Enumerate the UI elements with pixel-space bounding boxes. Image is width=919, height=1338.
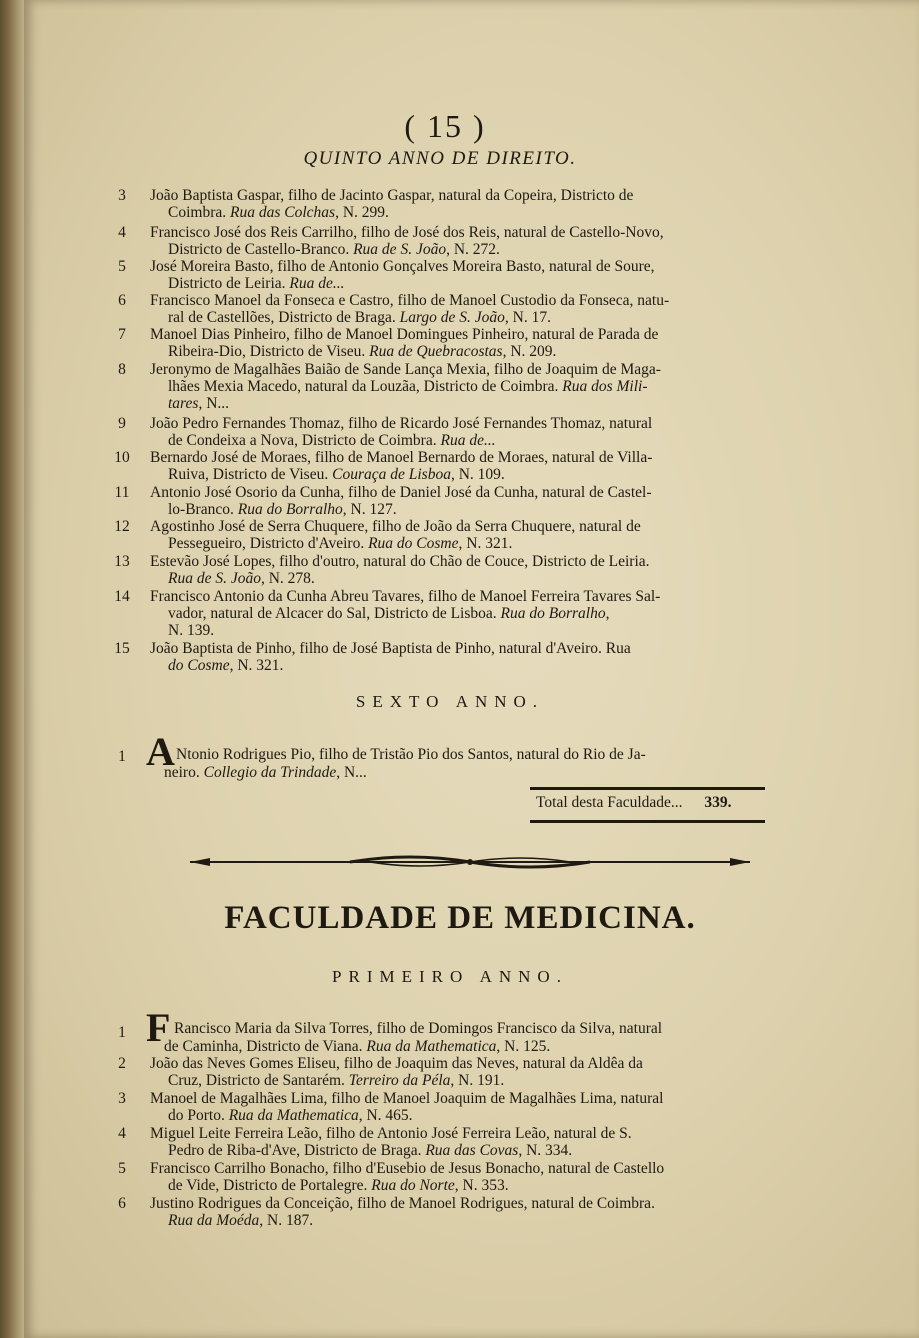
entry-line: Coimbra. Rua das Colchas, N. 299. bbox=[168, 204, 389, 221]
entry-line: ral de Castellões, Districto de Braga. Largo de S. João, N. 17. bbox=[168, 309, 551, 326]
entry-line: Francisco José dos Reis Carrilho, filho de José dos Reis, natural de Castello-Novo, bbox=[150, 224, 664, 241]
entry-line: de Condeixa a Nova, Districto de Coimbra. Rua de... bbox=[168, 432, 496, 449]
entry-number: 5 bbox=[118, 258, 126, 275]
entry-line: Manoel de Magalhães Lima, filho de Manoel Joaquim de Magalhães Lima, natural bbox=[150, 1090, 664, 1107]
ornamental-divider bbox=[180, 848, 760, 876]
entry-line: Jeronymo de Magalhães Baião de Sande Lança Mexia, filho de Joaquim de Maga- bbox=[150, 361, 661, 378]
drop-cap: F bbox=[146, 1005, 171, 1050]
entry-number: 15 bbox=[114, 640, 130, 657]
entry-line: neiro. Collegio da Trindade, N... bbox=[164, 764, 367, 781]
entry-line: João Baptista de Pinho, filho de José Baptista de Pinho, natural d'Aveiro. Rua bbox=[150, 640, 631, 657]
entry-line: Estevão José Lopes, filho d'outro, natural do Chão de Couce, Districto de Leiria. bbox=[150, 553, 650, 570]
entry-line: Rua da Moéda, N. 187. bbox=[168, 1212, 314, 1229]
entry-line: Bernardo José de Moraes, filho de Manoel Bernardo de Moraes, natural de Villa- bbox=[150, 449, 653, 466]
entry-line: do Porto. Rua da Mathematica, N. 465. bbox=[168, 1107, 413, 1124]
binding-gutter bbox=[0, 0, 24, 1338]
entry-line: lhães Mexia Macedo, natural da Louzãa, Districto de Coimbra. Rua dos Mili- bbox=[168, 378, 648, 395]
entry-line: Manoel Dias Pinheiro, filho de Manoel Domingues Pinheiro, natural de Parada de bbox=[150, 326, 659, 343]
entry-line: Districto de Leiria. Rua de... bbox=[168, 275, 345, 292]
section-heading-sexto-anno: SEXTO ANNO. bbox=[355, 692, 545, 711]
entry-number: 7 bbox=[118, 326, 126, 343]
entry-line: Agostinho José de Serra Chuquere, filho de João da Serra Chuquere, natural de bbox=[150, 518, 641, 535]
entry-line: Francisco Manoel da Fonseca e Castro, filho de Manoel Custodio da Fonseca, natu- bbox=[150, 292, 670, 309]
entry-number: 2 bbox=[118, 1055, 126, 1072]
entry-line: Antonio José Osorio da Cunha, filho de Daniel José da Cunha, natural de Castel- bbox=[150, 484, 652, 501]
entry-line: de Vide, Districto de Portalegre. Rua do Norte, N. 353. bbox=[168, 1177, 509, 1194]
entry-number: 3 bbox=[118, 1090, 126, 1107]
entry-number: 9 bbox=[118, 415, 126, 432]
entry-line: Cruz, Districto de Santarém. Terreiro da Péla, N. 191. bbox=[168, 1072, 505, 1089]
entry-number: 11 bbox=[114, 484, 130, 501]
entry-line: João Baptista Gaspar, filho de Jacinto Gaspar, natural da Copeira, Districto de bbox=[150, 187, 634, 204]
entry-number: 5 bbox=[118, 1160, 126, 1177]
faculty-title: FACULDADE DE MEDICINA. bbox=[224, 900, 696, 936]
entry-number: 8 bbox=[118, 361, 126, 378]
entry-line: Francisco Carrilho Bonacho, filho d'Eusebio de Jesus Bonacho, natural de Castello bbox=[150, 1160, 665, 1177]
entry-number: 6 bbox=[118, 1195, 126, 1212]
entry-line: tares, N... bbox=[168, 395, 230, 412]
entry-number: 14 bbox=[114, 588, 130, 605]
entry-line: Rua de S. João, N. 278. bbox=[168, 570, 315, 587]
entry-line: Pessegueiro, Districto d'Aveiro. Rua do Cosme, N. 321. bbox=[168, 535, 513, 552]
entry-line: Ntonio Rodrigues Pio, filho de Tristão Pio dos Santos, natural do Rio de Ja- bbox=[176, 746, 646, 763]
entry-number: 4 bbox=[118, 224, 126, 241]
entry-number: 6 bbox=[118, 292, 126, 309]
drop-cap: A bbox=[146, 729, 175, 774]
section-heading-quinto-anno: QUINTO ANNO DE DIREITO. bbox=[303, 148, 577, 169]
entry-number: 1 bbox=[118, 748, 126, 765]
entry-number: 1 bbox=[118, 1024, 126, 1041]
section-heading-primeiro-anno: PRIMEIRO ANNO. bbox=[332, 967, 568, 986]
page-number: ( 15 ) bbox=[404, 108, 486, 144]
entry-number: 3 bbox=[118, 187, 126, 204]
faculty-total bbox=[536, 794, 732, 812]
entry-line: Justino Rodrigues da Conceição, filho de Manoel Rodrigues, natural de Coimbra. bbox=[150, 1195, 655, 1212]
total-value: 339. bbox=[704, 794, 732, 811]
entry-number: 12 bbox=[114, 518, 130, 535]
entry-line: lo-Branco. Rua do Borralho, N. 127. bbox=[168, 501, 397, 518]
entry-line: de Caminha, Districto de Viana. Rua da Mathematica, N. 125. bbox=[164, 1038, 551, 1055]
total-label: Total desta Faculdade... bbox=[536, 794, 683, 811]
rule-total-bottom bbox=[530, 820, 765, 823]
entry-line: Ruiva, Districto de Viseu. Couraça de Lisboa, N. 109. bbox=[168, 466, 505, 483]
entry-number: 4 bbox=[118, 1125, 126, 1142]
entry-number: 10 bbox=[114, 449, 130, 466]
rule-total-top bbox=[530, 787, 765, 790]
entry-line: Rancisco Maria da Silva Torres, filho de Domingos Francisco da Silva, natural bbox=[174, 1020, 663, 1037]
entry-line: vador, natural de Alcacer do Sal, Districto de Lisboa. Rua do Borralho, bbox=[168, 605, 610, 622]
entry-line: José Moreira Basto, filho de Antonio Gonçalves Moreira Basto, natural de Soure, bbox=[150, 258, 655, 275]
entry-line: Ribeira-Dio, Districto de Viseu. Rua de Quebracostas, N. 209. bbox=[168, 343, 557, 360]
entry-line: N. 139. bbox=[168, 622, 215, 639]
entry-number: 13 bbox=[114, 553, 130, 570]
entry-line: Miguel Leite Ferreira Leão, filho de Antonio José Ferreira Leão, natural de S. bbox=[150, 1125, 632, 1142]
entry-line: Pedro de Riba-d'Ave, Districto de Braga. Rua das Covas, N. 334. bbox=[168, 1142, 573, 1159]
entry-line: do Cosme, N. 321. bbox=[168, 657, 284, 674]
entry-line: João Pedro Fernandes Thomaz, filho de Ricardo José Fernandes Thomaz, natural bbox=[150, 415, 653, 432]
entry-line: João das Neves Gomes Eliseu, filho de Joaquim das Neves, natural da Aldêa da bbox=[150, 1055, 643, 1072]
entry-line: Francisco Antonio da Cunha Abreu Tavares, filho de Manoel Ferreira Tavares Sal- bbox=[150, 588, 661, 605]
entry-line: Districto de Castello-Branco. Rua de S. João, N. 272. bbox=[168, 241, 500, 258]
